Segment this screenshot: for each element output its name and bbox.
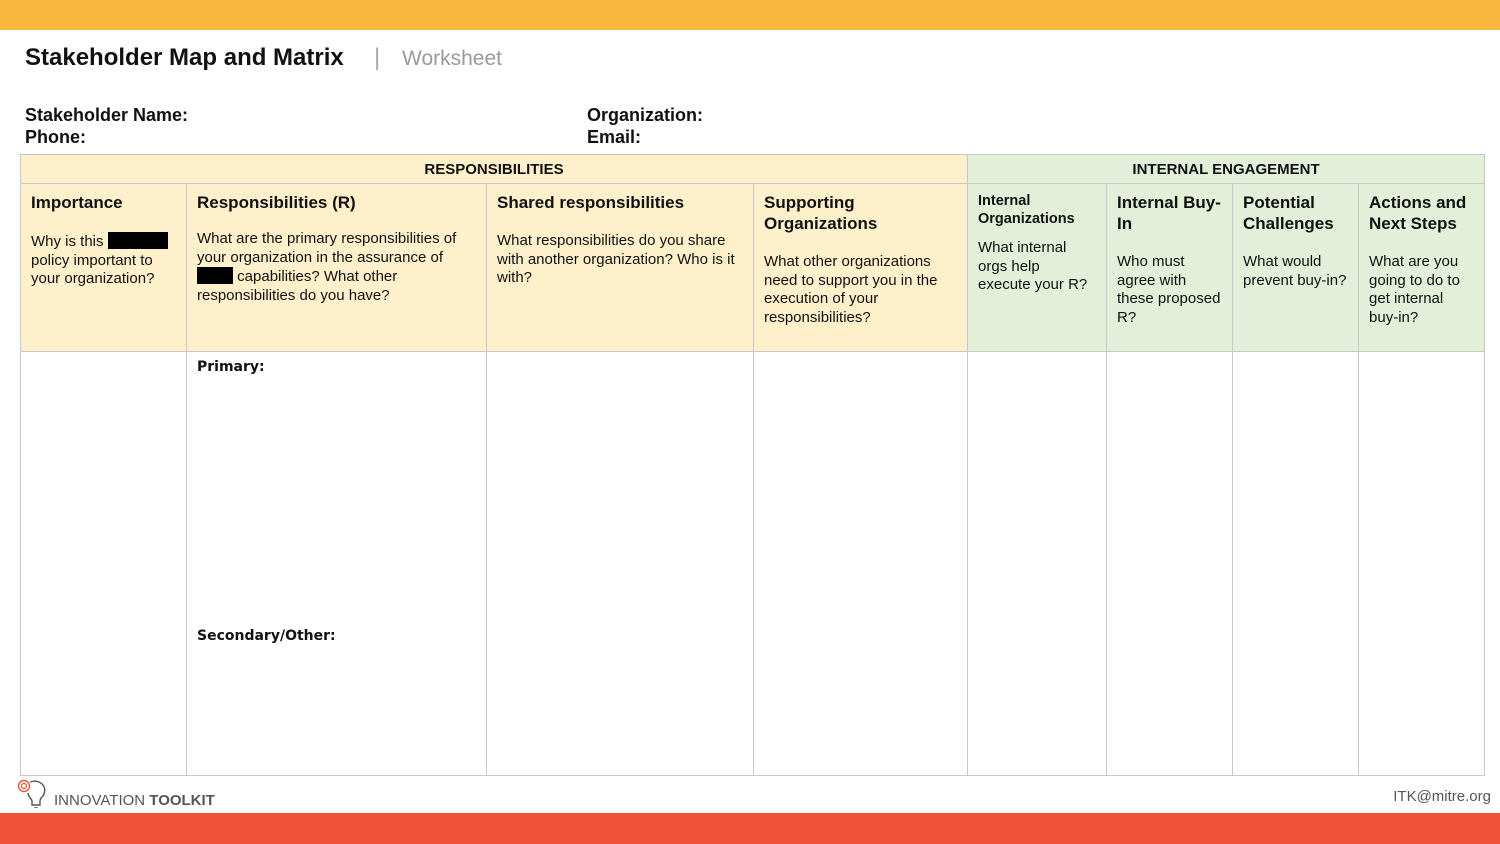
- responsibilities-input-cell[interactable]: [187, 352, 487, 776]
- actions-title: Actions and Next Steps: [1369, 193, 1467, 233]
- supporting-title: Supporting Organizations: [764, 193, 878, 233]
- supporting-input-cell[interactable]: [754, 352, 968, 776]
- internal-engagement-group-header: INTERNAL ENGAGEMENT: [968, 155, 1485, 184]
- shared-header: [487, 184, 754, 352]
- footer-brand: [54, 792, 215, 809]
- internal-orgs-question: What internal orgs help execute your R?: [978, 239, 1088, 293]
- importance-question-part2: policy important to your organization?: [31, 251, 155, 287]
- responsibilities-title: Responsibilities (R): [197, 193, 356, 212]
- redacted-block: [108, 232, 168, 249]
- responsibilities-question-part1: What are the primary responsibilities of your organization in the assurance of: [197, 230, 457, 266]
- title-separator: |: [374, 44, 381, 71]
- bottom-accent-bar: [0, 813, 1500, 844]
- stakeholder-name-label: Stakeholder Name:: [25, 105, 189, 125]
- challenges-question: What would prevent buy-in?: [1243, 253, 1347, 289]
- buy-in-title: Internal Buy-In: [1117, 193, 1221, 233]
- phone-label: Phone:: [25, 127, 86, 147]
- stakeholder-matrix: [20, 154, 1485, 776]
- redacted-block: [197, 267, 233, 284]
- internal-orgs-input-cell[interactable]: [968, 352, 1107, 776]
- responsibilities-group-header: RESPONSIBILITIES: [21, 155, 968, 184]
- secondary-label: Secondary/Other:: [197, 628, 336, 644]
- email-label: Email:: [587, 127, 642, 147]
- buy-in-input-cell[interactable]: [1107, 352, 1233, 776]
- page-title: Stakeholder Map and Matrix: [25, 44, 344, 71]
- top-accent-bar: [0, 0, 1500, 30]
- shared-question: What responsibilities do you share with another organization? Who is it with?: [497, 232, 735, 286]
- challenges-header: [1233, 184, 1359, 352]
- actions-header: [1359, 184, 1485, 352]
- internal-orgs-title: Internal Organizations: [978, 193, 1075, 227]
- actions-input-cell[interactable]: [1359, 352, 1485, 776]
- responsibilities-header: [187, 184, 487, 352]
- footer-brand-bold: TOOLKIT: [149, 792, 215, 809]
- footer-brand-light: INNOVATION: [54, 792, 146, 809]
- challenges-input-cell[interactable]: [1233, 352, 1359, 776]
- page-subtitle: Worksheet: [402, 47, 502, 70]
- responsibilities-question-part2: capabilities? What other responsibilities do you have?: [197, 268, 398, 304]
- importance-header: [21, 184, 187, 352]
- responsibilities-question: [197, 230, 476, 305]
- importance-question-part1: Why is this: [31, 233, 104, 250]
- innovation-toolkit-logo-icon: [16, 778, 50, 808]
- importance-input-cell[interactable]: [21, 352, 187, 776]
- actions-question: What are you going to do to get internal buy-in?: [1369, 253, 1460, 326]
- primary-label: Primary:: [197, 359, 265, 375]
- importance-title: Importance: [31, 193, 123, 212]
- challenges-title: Potential Challenges: [1243, 193, 1334, 233]
- internal-orgs-header: [968, 184, 1107, 352]
- buy-in-question: Who must agree with these proposed R?: [1117, 253, 1221, 326]
- importance-question: [31, 232, 176, 289]
- shared-title: Shared responsibilities: [497, 193, 685, 212]
- supporting-question: What other organizations need to support you in the execution of your responsibilities?: [764, 253, 938, 326]
- shared-input-cell[interactable]: [487, 352, 754, 776]
- supporting-header: [754, 184, 968, 352]
- organization-label: Organization:: [587, 105, 703, 125]
- buy-in-header: [1107, 184, 1233, 352]
- footer-email[interactable]: ITK@mitre.org: [1393, 788, 1491, 805]
